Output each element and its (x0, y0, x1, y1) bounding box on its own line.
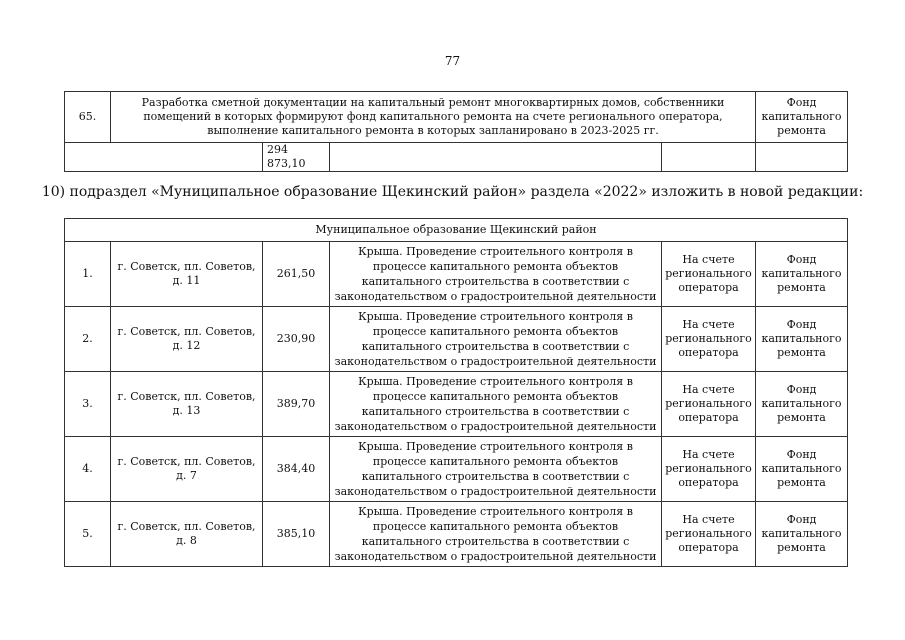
table-row (65, 372, 848, 437)
row-fund: Фонд капитального ремонта (756, 92, 848, 143)
row-work: Крыша. Проведение строительного контроля в процессе капитального ремонта объектов капитального строительства в соответствии с законодательством о градостроительной деятельности (330, 242, 662, 307)
table-row (65, 307, 848, 372)
row-cost: 230,90 (263, 307, 330, 372)
row-address: г. Советск, пл. Советов, д. 12 (111, 307, 263, 372)
row-number: 4. (65, 437, 111, 502)
row-number: 3. (65, 372, 111, 437)
row-address: г. Советск, пл. Советов, д. 13 (111, 372, 263, 437)
row-fund: Фонд капитального ремонта (756, 307, 848, 372)
empty-cell (65, 143, 263, 172)
row-work: Крыша. Проведение строительного контроля в процессе капитального ремонта объектов капитального строительства в соответствии с законодательством о градостроительной деятельности (330, 307, 662, 372)
row-fund: Фонд капитального ремонта (756, 372, 848, 437)
row-cost: 389,70 (263, 372, 330, 437)
table-row (65, 437, 848, 502)
row-account: На счете регионального оператора (662, 307, 756, 372)
continuation-table (64, 91, 848, 172)
row-work: Крыша. Проведение строительного контроля в процессе капитального ремонта объектов капитального строительства в соответствии с законодательством о градостроительной деятельности (330, 372, 662, 437)
empty-cell (662, 143, 756, 172)
table-row (65, 92, 848, 143)
row-address: г. Советск, пл. Советов, д. 7 (111, 437, 263, 502)
page-number: 77 (444, 54, 461, 68)
total-row (65, 143, 848, 172)
row-fund: Фонд капитального ремонта (756, 242, 848, 307)
row-number: 2. (65, 307, 111, 372)
row-work: Крыша. Проведение строительного контроля в процессе капитального ремонта объектов капитального строительства в соответствии с законодательством о градостроительной деятельности (330, 502, 662, 567)
row-cost: 384,40 (263, 437, 330, 502)
row-account: На счете регионального оператора (662, 502, 756, 567)
row-number: 1. (65, 242, 111, 307)
table-row (65, 502, 848, 567)
row-fund: Фонд капитального ремонта (756, 502, 848, 567)
empty-cell (330, 143, 662, 172)
row-fund: Фонд капитального ремонта (756, 437, 848, 502)
row-address: г. Советск, пл. Советов, д. 8 (111, 502, 263, 567)
table-header: Муниципальное образование Щекинский район (65, 219, 848, 242)
row-work: Крыша. Проведение строительного контроля в процессе капитального ремонта объектов капитального строительства в соответствии с законодательством о градостроительной деятельности (330, 437, 662, 502)
municipality-table (64, 218, 848, 567)
row-account: На счете регионального оператора (662, 437, 756, 502)
row-cost: 261,50 (263, 242, 330, 307)
row-cost: 385,10 (263, 502, 330, 567)
total-amount: 294 873,10 (263, 143, 330, 172)
row-description: Разработка сметной документации на капитальный ремонт многоквартирных домов, собственники помещений в которых формируют фонд капитального ремонта на счете регионального оператора, выполнение капитального ремонта в которых запланировано в 2023-2025 гг. (111, 92, 756, 143)
empty-cell (756, 143, 848, 172)
instruction-text: 10) подраздел «Муниципальное образование Щекинский район» раздела «2022» изложить в новой редакции: (41, 184, 864, 200)
row-number: 5. (65, 502, 111, 567)
table-header-row (65, 219, 848, 242)
row-number: 65. (65, 92, 111, 143)
row-account: На счете регионального оператора (662, 242, 756, 307)
table-row (65, 242, 848, 307)
row-account: На счете регионального оператора (662, 372, 756, 437)
row-address: г. Советск, пл. Советов, д. 11 (111, 242, 263, 307)
